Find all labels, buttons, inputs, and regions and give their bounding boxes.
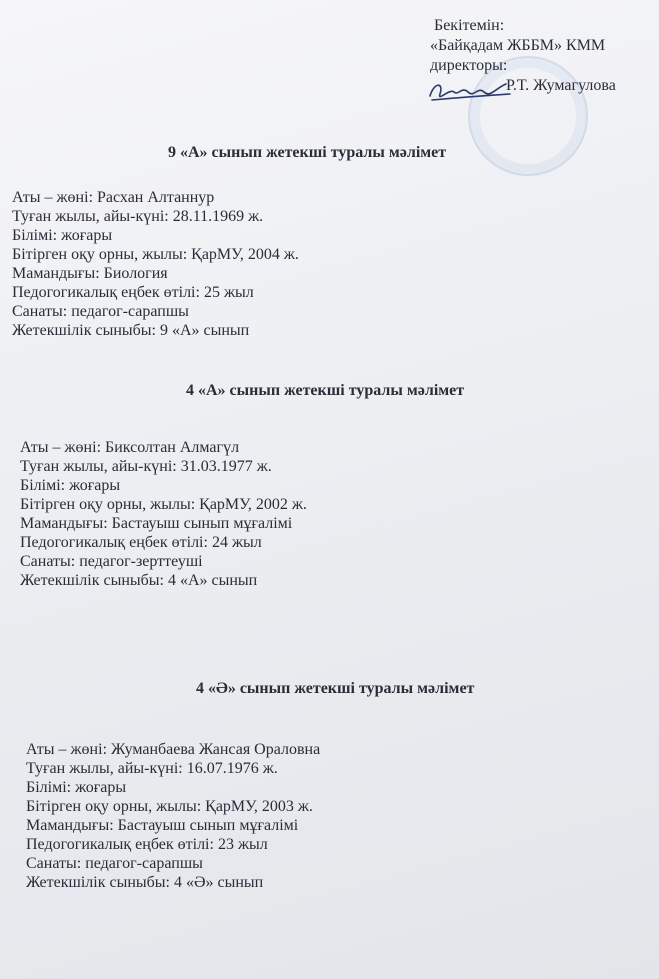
detail-line: Жетекшілік сыныбы: 4 «А» сынып bbox=[20, 572, 258, 589]
detail-line: Білімі: жоғары bbox=[12, 227, 113, 244]
detail-line: Білімі: жоғары bbox=[26, 779, 127, 796]
detail-line: Педогогикалық еңбек өтілі: 25 жыл bbox=[12, 284, 254, 301]
detail-line: Педогогикалық еңбек өтілі: 23 жыл bbox=[26, 836, 268, 853]
section-details-4ae bbox=[26, 740, 320, 892]
detail-line: Санаты: педагог-сарапшы bbox=[12, 303, 189, 320]
detail-line: Санаты: педагог-зерттеуші bbox=[20, 553, 203, 570]
detail-line: Бітірген оқу орны, жылы: ҚарМУ, 2004 ж. bbox=[12, 246, 299, 263]
detail-line: Туған жылы, айы-күні: 31.03.1977 ж. bbox=[20, 458, 272, 475]
section-details-9a bbox=[12, 188, 299, 340]
section-title-4a: 4 «А» сынып жетекші туралы мәлімет bbox=[186, 382, 465, 399]
detail-line: Бітірген оқу орны, жылы: ҚарМУ, 2002 ж. bbox=[20, 496, 307, 513]
approval-heading: Бекітемін: bbox=[434, 17, 505, 34]
section-title-9a: 9 «А» сынып жетекші туралы мәлімет bbox=[168, 144, 447, 161]
detail-line: Туған жылы, айы-күні: 28.11.1969 ж. bbox=[12, 208, 264, 225]
detail-line: Жетекшілік сыныбы: 4 «Ә» сынып bbox=[26, 874, 264, 891]
section-title-4ae: 4 «Ә» сынып жетекші туралы мәлімет bbox=[196, 680, 475, 697]
detail-line: Санаты: педагог-сарапшы bbox=[26, 855, 203, 872]
detail-line: Туған жылы, айы-күні: 16.07.1976 ж. bbox=[26, 760, 278, 777]
detail-line: Мамандығы: Бастауыш сынып мұғалімі bbox=[26, 817, 299, 834]
approval-organization: «Байқадам ЖББМ» КММ bbox=[430, 37, 606, 54]
detail-line: Мамандығы: Бастауыш сынып мұғалімі bbox=[20, 515, 293, 532]
section-details-4a bbox=[20, 438, 307, 590]
detail-line: Аты – жөні: Расхан Алтаннур bbox=[12, 189, 215, 206]
detail-line: Аты – жөні: Жуманбаева Жансая Ораловна bbox=[26, 741, 321, 758]
detail-line: Жетекшілік сыныбы: 9 «А» сынып bbox=[12, 322, 250, 339]
detail-line: Педогогикалық еңбек өтілі: 24 жыл bbox=[20, 534, 262, 551]
detail-line: Аты – жөні: Биксолтан Алмагүл bbox=[20, 439, 240, 456]
approval-name: Р.Т. Жумагулова bbox=[506, 77, 616, 94]
signature-image bbox=[424, 78, 514, 108]
detail-line: Мамандығы: Биология bbox=[12, 265, 168, 282]
approval-position: директоры: bbox=[430, 57, 508, 74]
detail-line: Бітірген оқу орны, жылы: ҚарМУ, 2003 ж. bbox=[26, 798, 313, 815]
detail-line: Білімі: жоғары bbox=[20, 477, 121, 494]
